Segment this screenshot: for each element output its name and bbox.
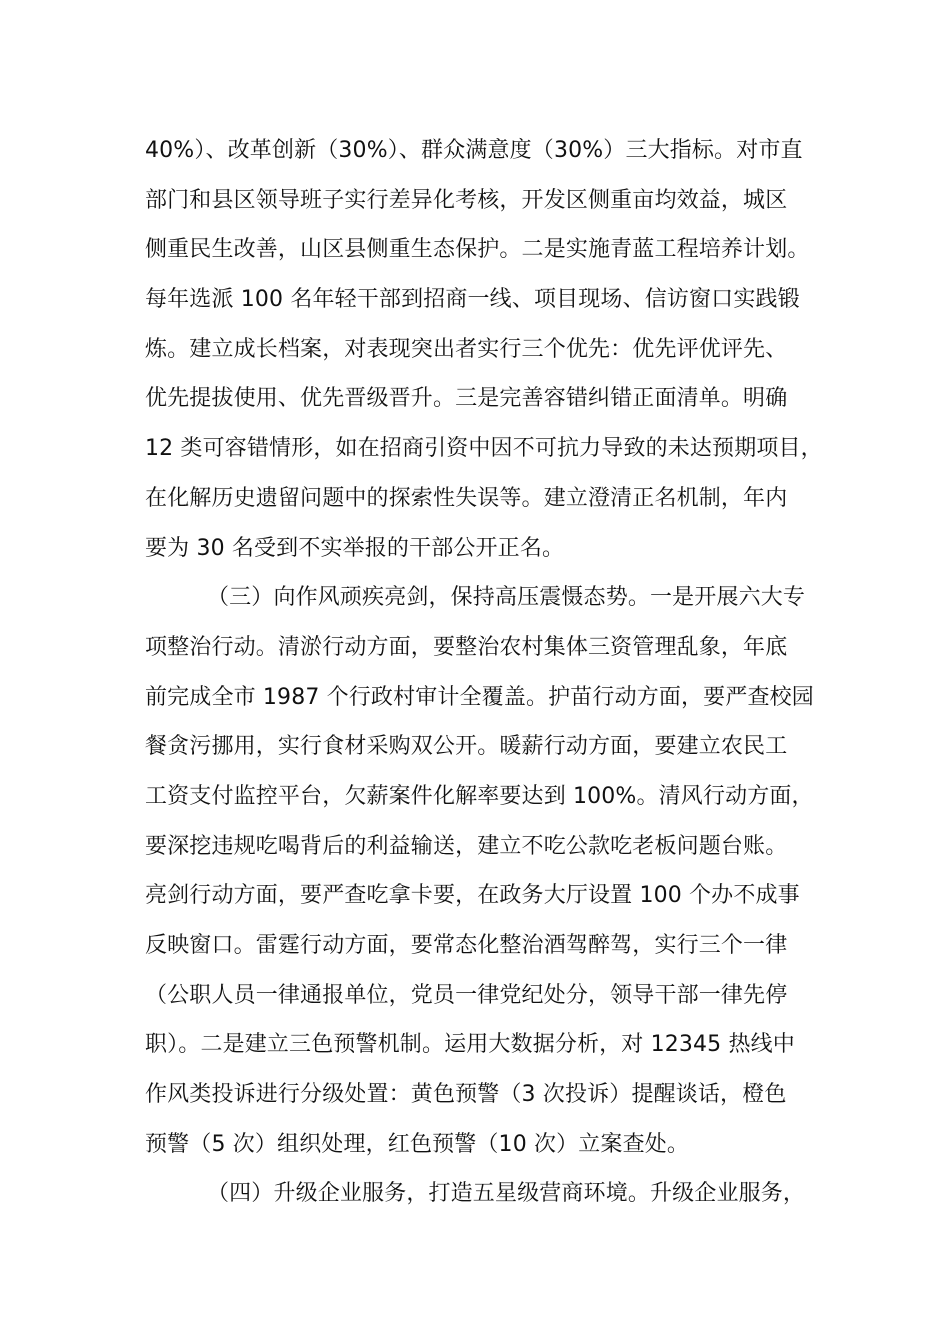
text-line-2: 部门和县区领导班子实行差异化考核，开发区侧重亩均效益，城区 bbox=[145, 187, 788, 213]
text-line-14: 工资支付监控平台，欠薪案件化解率要达到 100%。清风行动方面， bbox=[145, 783, 814, 809]
text-line-6: 优先提拔使用、优先晋级晋升。三是完善容错纠错正面清单。明确 bbox=[145, 386, 788, 412]
text-line-5: 炼。建立成长档案，对表现突出者实行三个优先：优先评优评先、 bbox=[145, 336, 788, 362]
text-line-1: 40%）、改革创新（30%）、群众满意度（30%）三大指标。对市直 bbox=[145, 138, 803, 163]
text-line-11: 项整治行动。清淤行动方面，要整治农村集体三资管理乱象，年底 bbox=[145, 634, 788, 660]
text-line-9: 要为 30 名受到不实举报的干部公开正名。 bbox=[145, 535, 565, 561]
document-body bbox=[145, 126, 823, 1219]
text-line-3: 侧重民生改善，山区县侧重生态保护。二是实施青蓝工程培养计划。 bbox=[145, 237, 810, 263]
text-line-19: 职）。二是建立三色预警机制。运用大数据分析，对 12345 热线中 bbox=[145, 1032, 795, 1058]
text-line-12: 前完成全市 1987 个行政村审计全覆盖。护苗行动方面，要严查校园 bbox=[145, 684, 814, 710]
text-line-20: 作风类投诉进行分级处置：黄色预警（3 次投诉）提醒谈话，橙色 bbox=[145, 1082, 787, 1108]
text-line-18: （公职人员一律通报单位，党员一律党纪处分，领导干部一律先停 bbox=[145, 982, 788, 1008]
text-line-15: 要深挖违规吃喝背后的利益输送，建立不吃公款吃老板问题台账。 bbox=[145, 833, 788, 859]
text-line-8: 在化解历史遗留问题中的探索性失误等。建立澄清正名机制，年内 bbox=[145, 485, 788, 511]
text-line-17: 反映窗口。雷霆行动方面，要常态化整治酒驾醉驾，实行三个一律 bbox=[145, 933, 788, 958]
text-line-16: 亮剑行动方面，要严查吃拿卡要，在政务大厅设置 100 个办不成事 bbox=[145, 883, 800, 909]
section-four-heading-line: （四）升级企业服务，打造五星级营商环境。升级企业服务， bbox=[207, 1181, 806, 1207]
text-line-7: 12 类可容错情形，如在招商引资中因不可抗力导致的未达预期项目， bbox=[145, 436, 823, 462]
text-line-4: 每年选派 100 名年轻干部到招商一线、项目现场、信访窗口实践锻 bbox=[145, 287, 800, 313]
text-line-21: 预警（5 次）组织处理，红色预警（10 次）立案查处。 bbox=[145, 1131, 690, 1157]
section-three-heading-line: （三）向作风顽疾亮剑，保持高压震慑态势。一是开展六大专 bbox=[207, 585, 806, 611]
text-line-13: 餐贪污挪用，实行食材采购双公开。暖薪行动方面，要建立农民工 bbox=[145, 734, 788, 760]
